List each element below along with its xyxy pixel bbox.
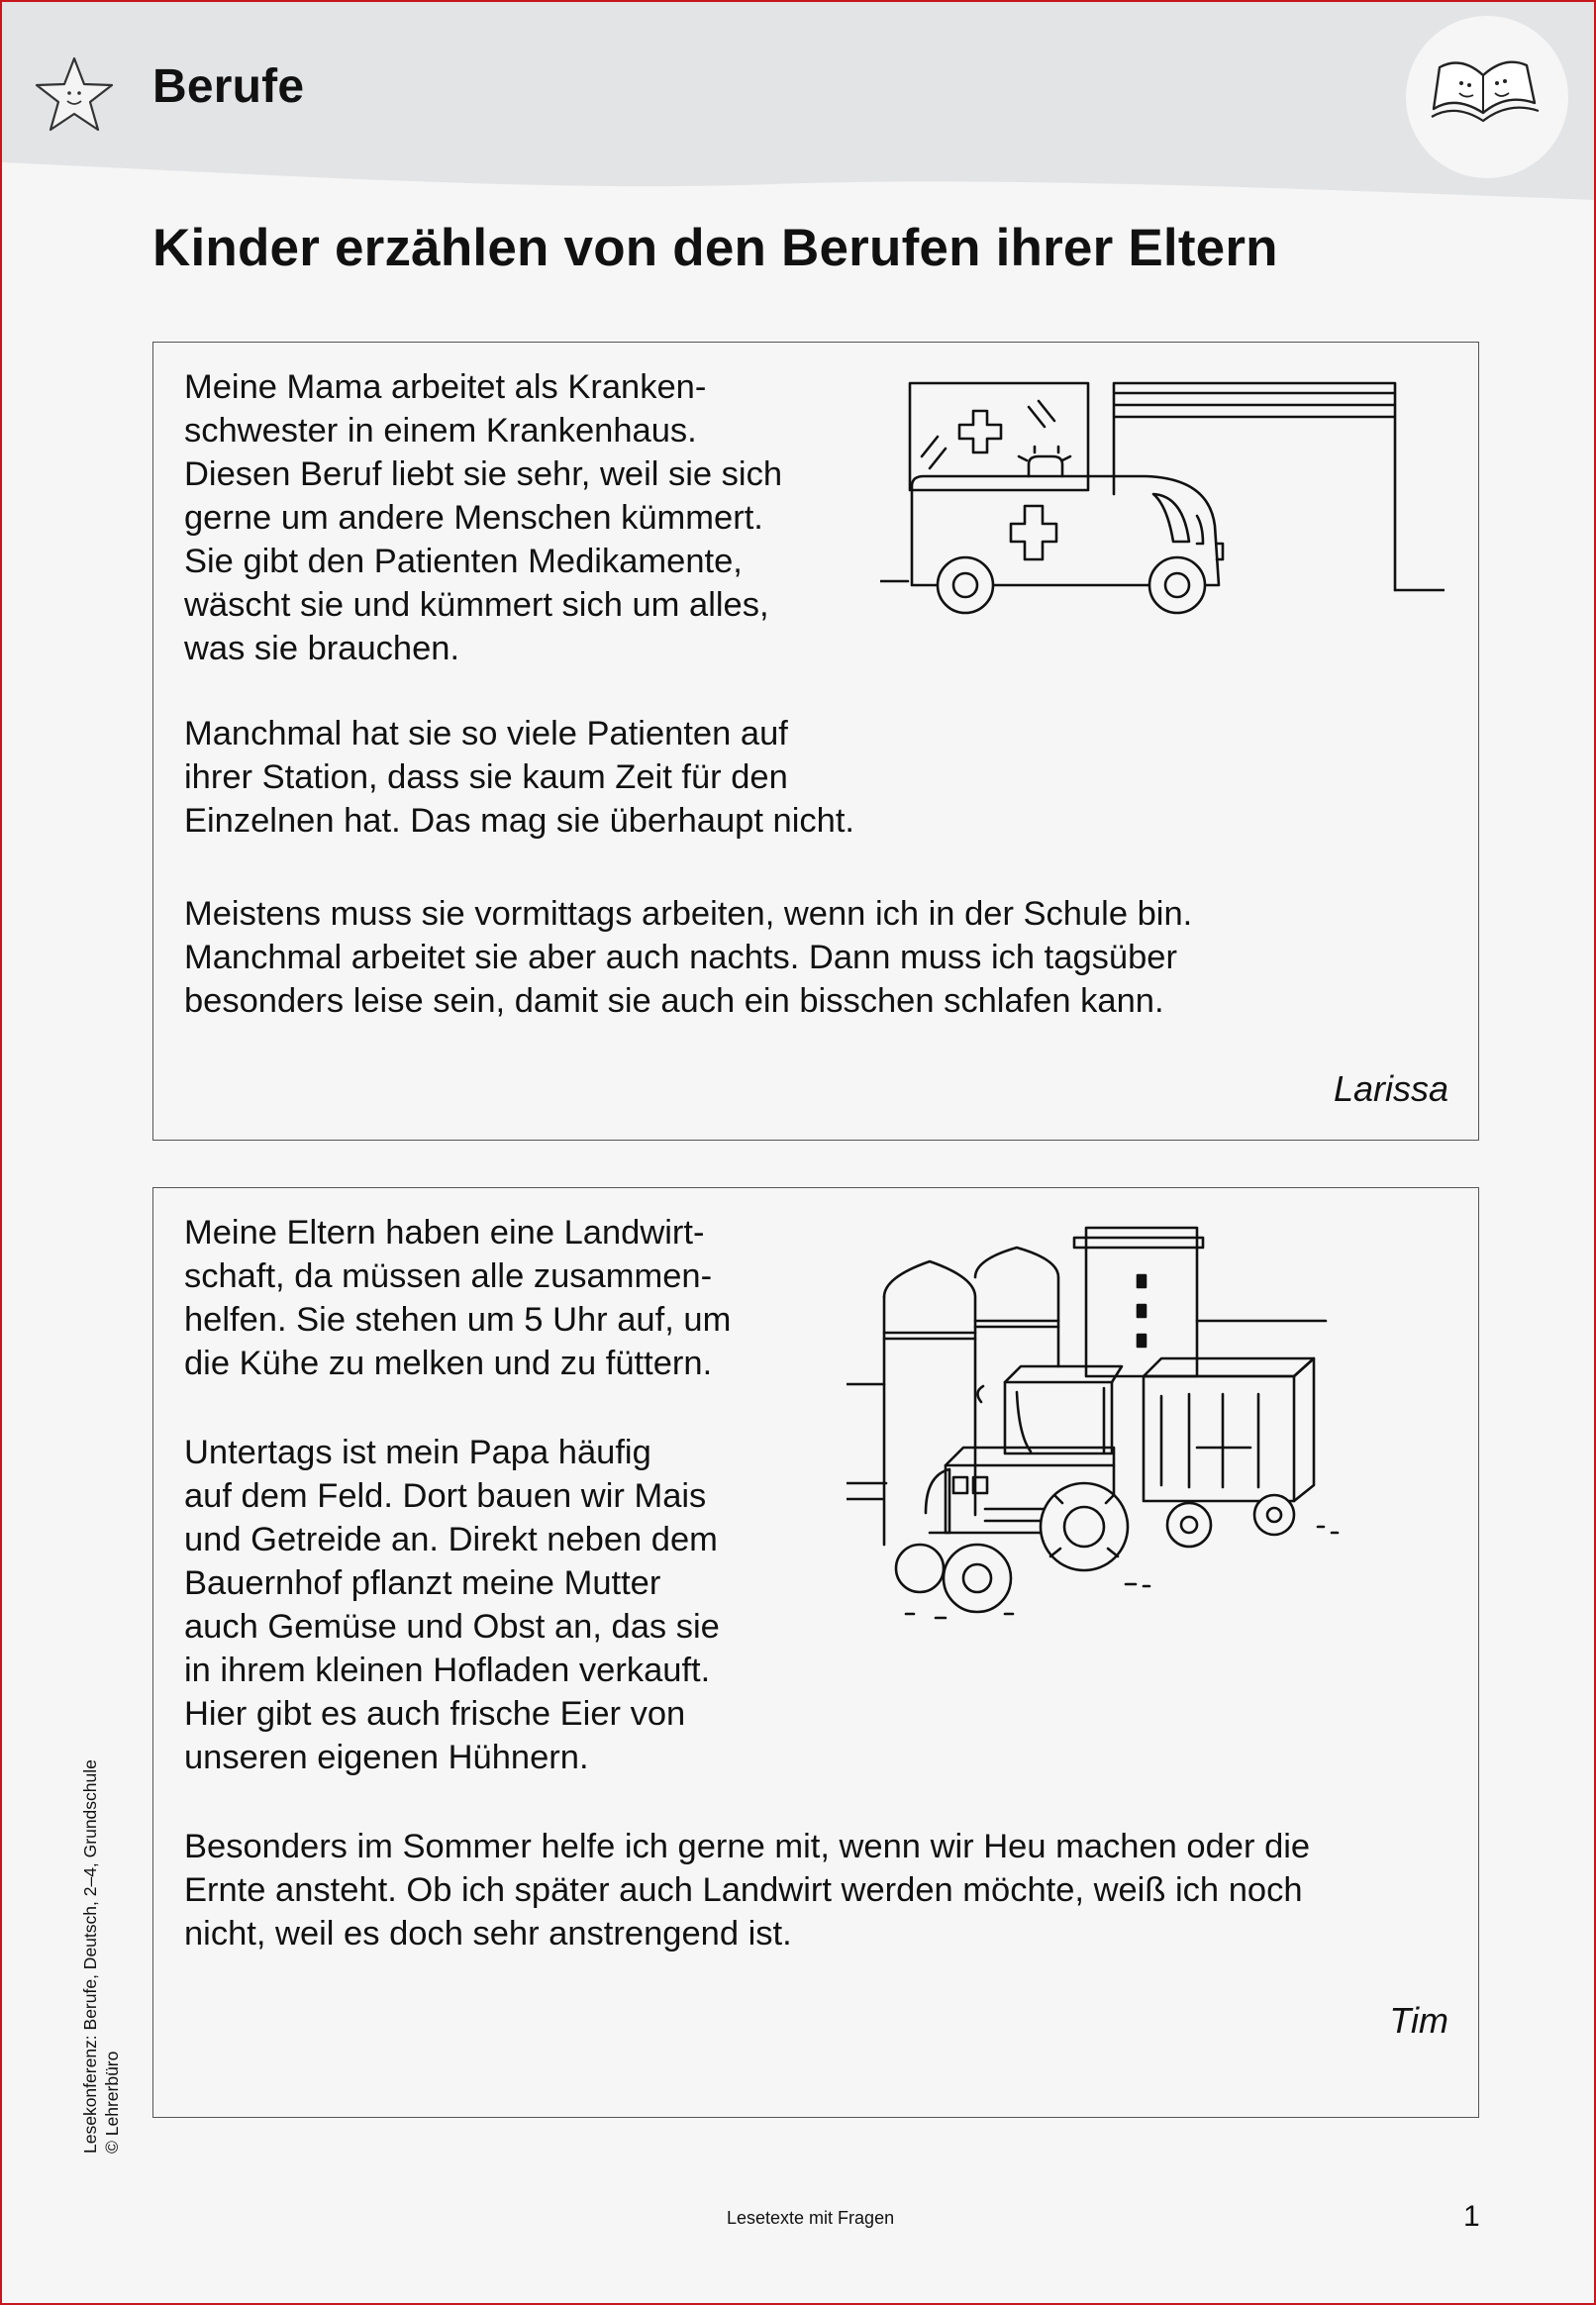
story-paragraph: Meistens muss sie vormittags arbeiten, wenn ich in der Schule bin. Manchmal arbeitet sie aber auch nachts. Dann muss ich tagsüber besonders leise sein, damit sie auch ein bisschen schlafen kann. — [184, 895, 1193, 1020]
story-box-larissa — [152, 342, 1479, 1141]
footer-label: Lesetexte mit Fragen — [727, 2208, 895, 2228]
section-title: Berufe — [152, 60, 305, 113]
tractor-icon — [847, 1218, 1450, 1713]
story-paragraph: Manchmal hat sie so viele Patienten auf ihrer Station, dass sie kaum Zeit für den Einzelnen hat. Das mag sie überhaupt nicht. — [184, 715, 854, 840]
story-author: Tim — [1389, 2000, 1448, 2041]
page-number: 1 — [1463, 2200, 1480, 2233]
story-box-tim — [152, 1187, 1479, 2118]
story-paragraph: Meine Eltern haben eine Landwirt- schaft, da müssen alle zusammen- helfen. Sie stehen um 5 Uhr auf, um die Kühe zu melken und zu füttern. — [184, 1214, 732, 1382]
story-author: Larissa — [1333, 1068, 1448, 1109]
ambulance-icon — [880, 377, 1445, 615]
story-paragraph: Untertags ist mein Papa häufig auf dem Feld. Dort bauen wir Mais und Getreide an. Direkt neben dem Bauernhof pflanzt meine Mutter auch Gemüse und Obst an, das sie in ihrem kleinen Hofladen verkauft. Hier gibt es auch frische Eier von unseren eigenen Hühnern. — [184, 1434, 720, 1776]
reading-book-icon — [1428, 48, 1543, 143]
story-paragraph: Besonders im Sommer helfe ich gerne mit, wenn wir Heu machen oder die Ernte ansteht. Ob ich später auch Landwirt werden möchte, weiß ich noch nicht, weil es doch sehr anstrengend ist. — [184, 1828, 1311, 1953]
worksheet-title: Kinder erzählen von den Berufen ihrer Eltern — [152, 219, 1278, 277]
copyright-credit: Lesekonferenz: Berufe, Deutsch, 2–4, Grundschule © Lehrerbüro — [80, 1759, 122, 2154]
smiling-star-icon — [34, 55, 115, 135]
story-paragraph: Meine Mama arbeitet als Kranken- schwester in einem Krankenhaus. Diesen Beruf liebt sie sehr, weil sie sich gerne um andere Menschen kümmert. Sie gibt den Patienten Medikamente, wäscht sie und kümmert sich um alles, was sie brauchen. — [184, 368, 783, 667]
